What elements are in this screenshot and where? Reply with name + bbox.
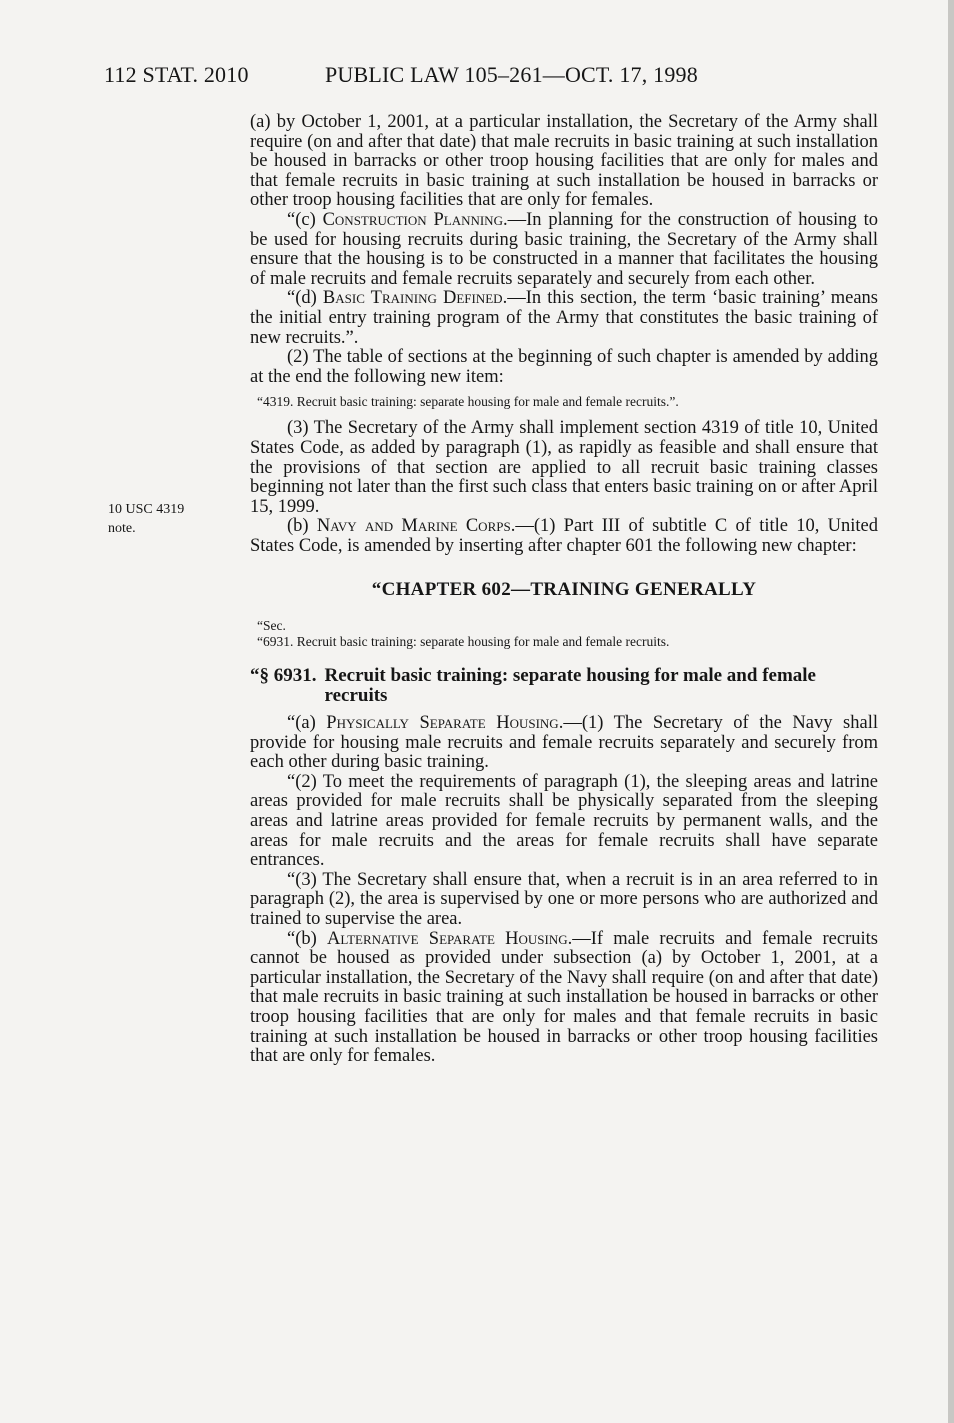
paragraph-lead: (b) (287, 516, 317, 537)
paragraph-heading: Alternative Separate Housing (326, 928, 568, 949)
paragraph-text: .—In planning for the construction of housing to be used for housing recruits during basic training, the Secretary of the Army shall ensure that the housing is to be constructed in a manner that facilitates the housing of male recruits and female recruits separately and securely from each other. (250, 209, 878, 289)
paragraph-2-table-of-sections: (2) The table of sections at the beginning of such chapter is amended by adding at the end the following new item: (250, 347, 878, 387)
paragraph-heading: Construction Planning (322, 209, 503, 230)
margin-note-label: note. (108, 521, 136, 536)
paragraph-a-physically-separate-housing (250, 714, 878, 773)
toc-sec-label: “Sec. (257, 618, 286, 634)
paragraph-text: .—If male recruits and female recruits cannot be housed as provided under subsection (a) by October 1, 2001, at a particular installation, the Secretary of the Navy shall require (on and after that date) that male recruits in basic training at such installation be housed in barracks or other troop housing facilities that are only for males and that female recruits in basic training at such installation be housed in barracks or other troop housing facilities that are only for females. (250, 928, 878, 1067)
table-of-sections-item: “4319. Recruit basic training: separate housing for male and female recruits.”. (257, 394, 679, 410)
paragraph-text: .—(1) The Secretary of the Navy shall provide for housing male recruits and female recruits separately and securely from each other during basic training. (250, 713, 878, 773)
section-title: Recruit basic training: separate housing for male and female recruits (324, 665, 816, 707)
paragraph-text: .—In this section, the term ‘basic training’ means the initial entry training program of the Army that constitutes the basic training of new recruits.”. (250, 288, 878, 348)
paragraph-a-continued: (a) by October 1, 2001, at a particular installation, the Secretary of the Army shall require (on and after that date) that male recruits in basic training at such installation be housed in barracks or other troop housing facilities that are only for males and that female recruits in basic training at such installation be housed in barracks or other troop housing facilities that are only for females. (250, 112, 878, 211)
page-number: 112 STAT. 2010 (104, 62, 249, 87)
section-number: “§ 6931. (250, 665, 317, 687)
paragraph-b-alternative-separate-housing (250, 930, 878, 1067)
paragraph-heading: Basic Training Defined (322, 288, 503, 309)
paragraph-b-navy-marine-corps (250, 517, 878, 556)
paragraph-heading: Navy and Marine Corps (316, 516, 511, 537)
section-heading (250, 666, 878, 706)
paragraph-lead: “(b) (287, 928, 327, 949)
paragraph-lead: “(c) (287, 209, 323, 230)
page-edge-shadow (948, 0, 954, 1423)
document-body (250, 113, 878, 1067)
paragraph-heading: Physically Separate Housing (326, 713, 559, 734)
paragraph-lead: “(d) (287, 288, 323, 309)
paragraph-text: .—(1) Part III of subtitle C of title 10, United States Code, is amended by inserting after chapter 601 the following new chapter: (250, 516, 878, 556)
paragraph-2-requirements: “(2) To meet the requirements of paragraph (1), the sleeping areas and latrine areas provided for male recruits shall be physically separated from the sleeping areas and latrine areas provided for female recruits by permanent walls, and the areas for male recruits and the areas for female recruits shall have separate entrances. (250, 771, 878, 871)
paragraph-c-construction-planning (250, 211, 878, 289)
paragraph-3-supervision: “(3) The Secretary shall ensure that, when a recruit is in an area referred to in paragraph (2), the area is supervised by one or more persons who are authorized and trained to supervise the area. (250, 869, 878, 929)
margin-note (108, 500, 238, 538)
chapter-title: “CHAPTER 602—TRAINING GENERALLY (371, 579, 757, 601)
law-title: PUBLIC LAW 105–261—OCT. 17, 1998 (325, 62, 698, 87)
margin-note-citation: 10 USC 4319 (108, 502, 185, 517)
paragraph-d-basic-training-defined (250, 289, 878, 348)
toc-item: “6931. Recruit basic training: separate housing for male and female recruits. (257, 634, 670, 650)
paragraph-3-implementation: (3) The Secretary of the Army shall implement section 4319 of title 10, United States Code, as added by paragraph (1), as rapidly as feasible and shall ensure that the provisions of that section are applied to all recruit basic training classes beginning not later than the first such class that enters basic training on or after April 15, 1999. (250, 418, 878, 517)
paragraph-lead: “(a) (287, 713, 327, 734)
